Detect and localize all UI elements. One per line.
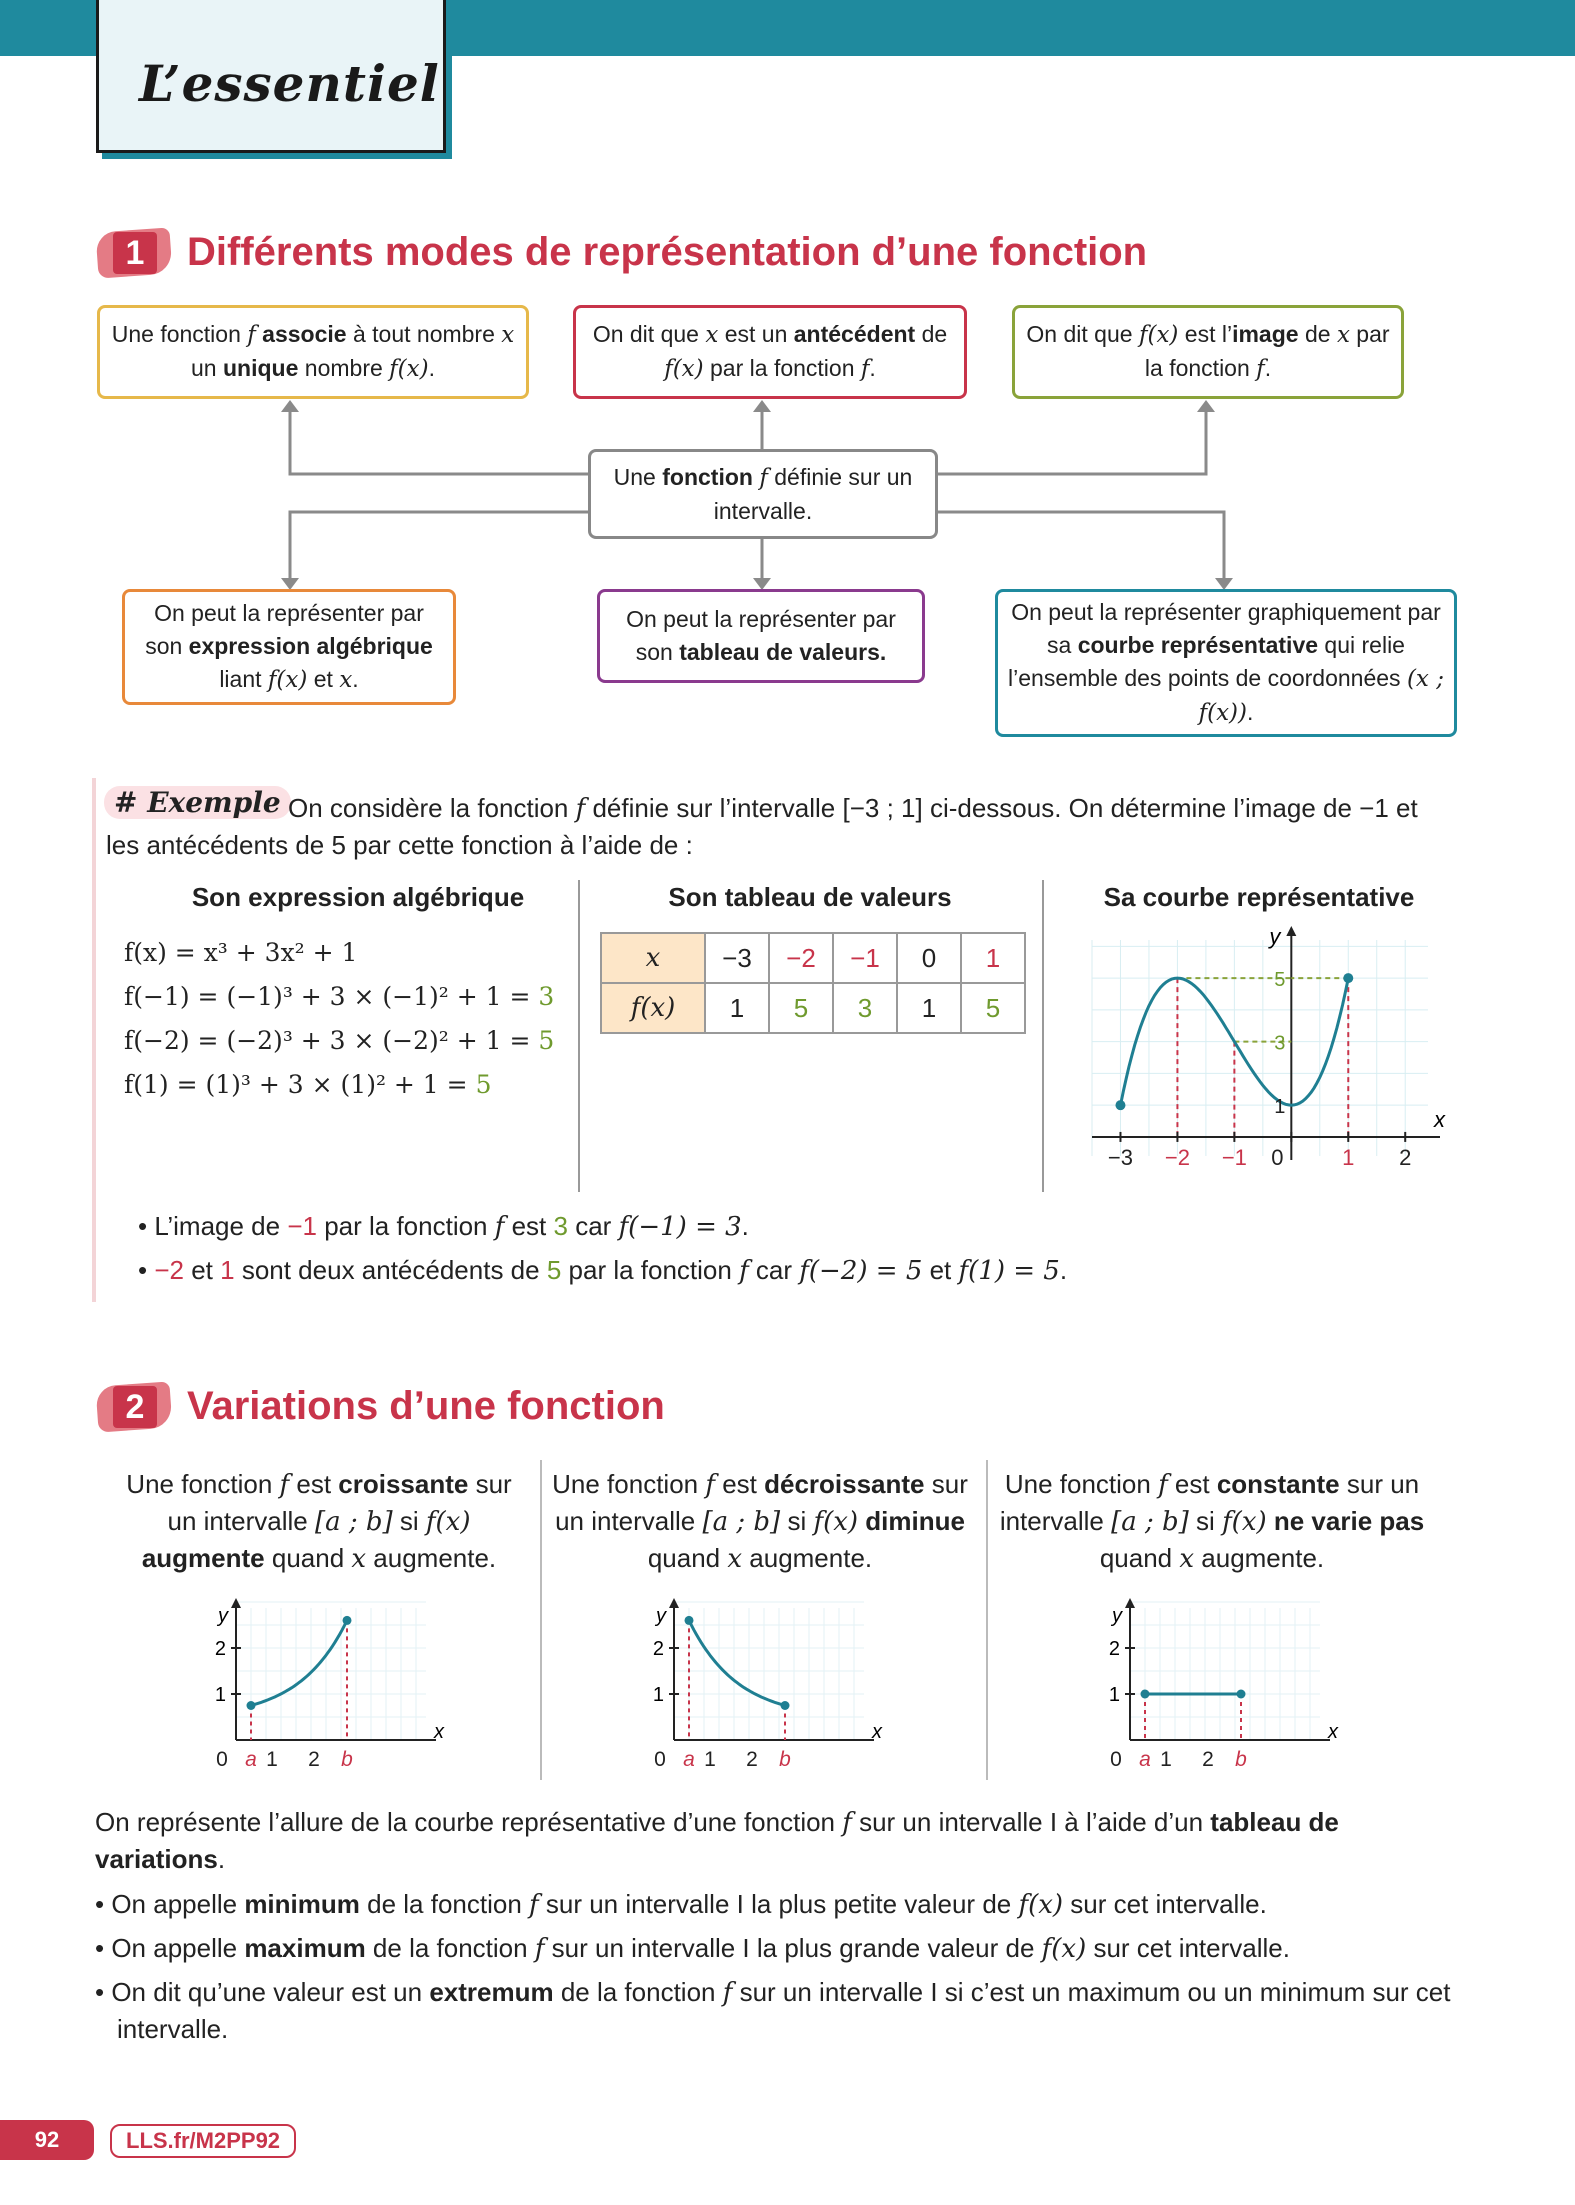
table-cell: −1 xyxy=(833,933,897,983)
section1-title: Différents modes de représentation d’une fonction xyxy=(187,229,1148,274)
table-cell: 3 xyxy=(833,983,897,1033)
page-title: L’essentiel xyxy=(139,54,440,113)
divider xyxy=(540,1460,542,1780)
x-tick-label: 0 xyxy=(654,1748,666,1771)
constante-definition: Une fonction f est constante sur un intervalle [a ; b] si f(x) ne varie pas quand x augmente. xyxy=(999,1469,1425,1574)
x-tick-label: 2 xyxy=(308,1748,320,1771)
endpoint xyxy=(1237,1690,1246,1699)
formula-line: f(x) = x³ + 3x² + 1 xyxy=(124,938,358,967)
y-axis-arrow xyxy=(1125,1598,1135,1608)
y-axis-arrow xyxy=(1286,926,1296,936)
section2-title: Variations d’une fonction xyxy=(187,1383,665,1428)
value-table-box: On peut la représenter par son tableau de valeurs. xyxy=(597,589,925,683)
croissante-chart xyxy=(206,1592,446,1778)
x-tick-label: −1 xyxy=(1221,1144,1247,1170)
x-tick-label: b xyxy=(341,1748,353,1771)
y-tick-label: 2 xyxy=(652,1638,664,1660)
extremum-bullet: • On dit qu’une valeur est un extremum de la fonction f sur un intervalle I si c’est un maximum ou un minimum sur cet intervalle. xyxy=(95,1977,1451,2044)
def-associe-box: Une fonction f associe à tout nombre x un unique nombre f(x). xyxy=(97,305,529,399)
y-axis-arrow xyxy=(231,1598,241,1608)
example-bullet-2: • −2 et 1 sont deux antécédents de 5 par la fonction f car f(−2) = 5 et f(1) = 5. xyxy=(138,1255,1068,1286)
x-tick-label: b xyxy=(779,1748,791,1771)
formula-line: f(−2) = (−2)³ + 3 × (−2)² + 1 = 5 xyxy=(124,1026,555,1055)
example-curve-chart xyxy=(1080,920,1450,1200)
example-sidebar xyxy=(92,778,96,1302)
variations-paragraph: On représente l’allure de la courbe représentative d’une fonction f sur un intervalle I à l’aide d’un tableau de variations. xyxy=(95,1807,1339,1874)
x-axis-label: x xyxy=(1434,1106,1445,1132)
x-tick-label: 1 xyxy=(266,1748,278,1771)
table-row xyxy=(601,983,1025,1033)
table-cell: 1 xyxy=(961,933,1025,983)
function-curve xyxy=(689,1620,785,1705)
def-antecedent-box: On dit que x est un antécédent de f(x) par la fonction f. xyxy=(573,305,967,399)
y-tick-label: 2 xyxy=(1108,1638,1120,1660)
function-curve xyxy=(251,1620,347,1705)
x-tick-label: 1 xyxy=(704,1748,716,1771)
section1-number: 1 xyxy=(113,232,157,274)
y-axis-label: y xyxy=(656,1605,666,1627)
example-intro-line2 xyxy=(106,790,1456,826)
x-tick-label: b xyxy=(1235,1748,1247,1771)
y-axis-arrow xyxy=(669,1598,679,1608)
divider xyxy=(986,1460,988,1780)
x-tick-label: 0 xyxy=(1110,1748,1122,1771)
y-tick-label: 1 xyxy=(1274,1096,1286,1119)
minimum-bullet: • On appelle minimum de la fonction f sur un intervalle I la plus petite valeur de f(x) sur cet intervalle. xyxy=(95,1889,1267,1920)
endpoint xyxy=(685,1616,694,1625)
table-cell: 5 xyxy=(961,983,1025,1033)
croissante-definition: Une fonction f est croissante sur un intervalle [a ; b] si f(x) augmente quand x augmente. xyxy=(126,1469,512,1574)
constante-chart xyxy=(1100,1592,1340,1778)
section2-number: 2 xyxy=(113,1386,157,1428)
x-tick-label: 2 xyxy=(1399,1144,1412,1170)
endpoint xyxy=(247,1701,256,1710)
y-tick-label: 3 xyxy=(1274,1032,1286,1055)
endpoint xyxy=(343,1616,352,1625)
def-image-box: On dit que f(x) est l’image de x par la fonction f. xyxy=(1012,305,1404,399)
y-tick-label: 1 xyxy=(1108,1684,1120,1706)
y-tick-label: 1 xyxy=(214,1684,226,1706)
x-tick-label: −3 xyxy=(1107,1144,1134,1170)
decroissante-definition: Une fonction f est décroissante sur un intervalle [a ; b] si f(x) diminue quand x augmente. xyxy=(552,1469,968,1574)
y-axis-label: y xyxy=(1112,1605,1122,1627)
table-cell: 1 xyxy=(705,983,769,1033)
x-tick-label: a xyxy=(683,1748,695,1771)
value-table xyxy=(600,932,1026,1034)
y-axis-label: y xyxy=(1269,924,1281,949)
y-tick-label: 2 xyxy=(214,1638,226,1660)
endpoint xyxy=(1343,973,1353,983)
y-tick-label: 5 xyxy=(1274,969,1286,992)
table-cell: 1 xyxy=(897,983,961,1033)
graph-curve-box: On peut la représenter graphiquement par sa courbe représentative qui relie l’ensemble des points de coordonnées (x ; f(x)). xyxy=(995,589,1457,737)
x-tick-label: 2 xyxy=(1202,1748,1214,1771)
y-axis-label: y xyxy=(218,1605,228,1627)
x-tick-label: a xyxy=(1139,1748,1151,1771)
table-cell: −3 xyxy=(705,933,769,983)
x-axis-label: x xyxy=(1328,1721,1338,1743)
x-axis-label: x xyxy=(434,1721,444,1743)
col-expression-title: Son expression algébrique xyxy=(191,882,525,912)
endpoint xyxy=(1141,1690,1150,1699)
example-intro-line1: On considère la fonction f définie sur l’intervalle [−3 ; 1] ci-dessous. On détermine l’image de −1 et les antécédents de 5 par cette fonction à l’aide de : xyxy=(106,793,1418,860)
y-tick-label: 1 xyxy=(652,1684,664,1706)
center-function-box: Une fonction f définie sur un intervalle. xyxy=(588,449,938,539)
table-cell: 5 xyxy=(769,983,833,1033)
table-header-fx: f(x) xyxy=(601,983,705,1033)
x-tick-label: 2 xyxy=(746,1748,758,1771)
formula-line: f(−1) = (−1)³ + 3 × (−1)² + 1 = 3 xyxy=(124,982,555,1011)
table-cell: 0 xyxy=(897,933,961,983)
table-cell: −2 xyxy=(769,933,833,983)
x-tick-label: a xyxy=(245,1748,257,1771)
decroissante-chart xyxy=(644,1592,884,1778)
x-tick-label: 1 xyxy=(1160,1748,1172,1771)
divider xyxy=(1042,880,1044,1192)
formula-list xyxy=(124,931,564,1107)
table-header-x: x xyxy=(601,933,705,983)
table-row xyxy=(601,933,1025,983)
col-curve-title: Sa courbe représentative xyxy=(1103,882,1415,912)
section2-header xyxy=(95,1376,665,1436)
x-tick-label: 0 xyxy=(1271,1144,1284,1170)
example-label: # Exemple xyxy=(104,786,291,819)
divider xyxy=(578,880,580,1192)
endpoint xyxy=(781,1701,790,1710)
page-number: 92 xyxy=(0,2120,94,2160)
maximum-bullet: • On appelle maximum de la fonction f sur un intervalle I la plus grande valeur de f(x) sur cet intervalle. xyxy=(95,1933,1290,1964)
x-tick-label: −2 xyxy=(1164,1144,1190,1170)
formula-line: f(1) = (1)³ + 3 × (1)² + 1 = 5 xyxy=(124,1070,492,1099)
section2-badge xyxy=(95,1380,173,1432)
x-axis-label: x xyxy=(872,1721,882,1743)
online-link[interactable]: LLS.fr/M2PP92 xyxy=(110,2124,296,2158)
col-table-title: Son tableau de valeurs xyxy=(668,882,952,912)
x-tick-label: 0 xyxy=(216,1748,228,1771)
x-tick-label: 1 xyxy=(1342,1144,1355,1170)
example-bullet-1: • L’image de −1 par la fonction f est 3 car f(−1) = 3. xyxy=(138,1211,749,1242)
endpoint xyxy=(1115,1100,1125,1110)
algebraic-expression-box: On peut la représenter par son expression algébrique liant f(x) et x. xyxy=(122,589,456,705)
